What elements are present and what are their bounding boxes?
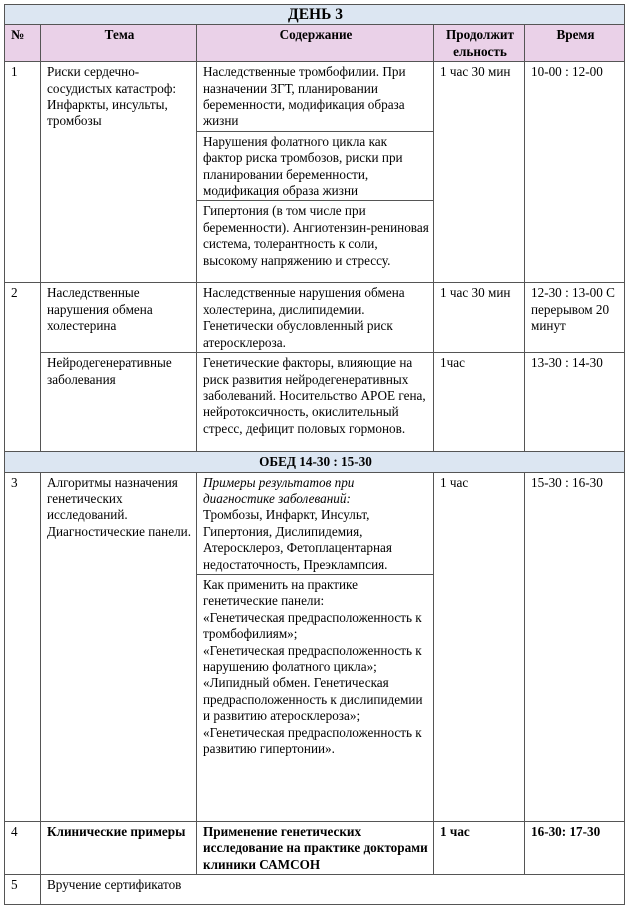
day-title-row	[5, 5, 625, 25]
day-title: ДЕНЬ 3	[5, 5, 625, 25]
row-num: 1	[5, 62, 41, 283]
row-content: Нарушения фолатного цикла как фактор риска тромбозов, риски при планировании беременности, модификация образа жизни	[197, 131, 434, 201]
row-topic: Алгоритмы назначения генетических исследований. Диагностические панели.	[41, 472, 197, 821]
row-num: 3	[5, 472, 41, 821]
table-row	[5, 875, 625, 905]
row-time: 10-00 : 12-00	[525, 62, 625, 283]
table-row	[5, 283, 625, 353]
lunch-label: ОБЕД 14-30 : 15-30	[5, 452, 625, 472]
header-duration: Продолжит ельность	[434, 25, 525, 62]
examples-heading: Примеры результатов при диагностике заболеваний:	[203, 474, 355, 506]
panel-item: «Генетическая предрасположенность к нарушению фолатного цикла»;	[203, 642, 422, 674]
row-topic: Наследственные нарушения обмена холестерина	[41, 283, 197, 353]
header-content: Содержание	[197, 25, 434, 62]
row-duration: 1 час 30 мин	[434, 283, 525, 353]
row-num: 5	[5, 875, 41, 905]
lunch-row	[5, 452, 625, 472]
table-row	[5, 472, 625, 574]
header-row	[5, 25, 625, 62]
panel-item: «Генетическая предрасположенность к развитию гипертонии».	[203, 724, 422, 756]
row-content	[197, 574, 434, 821]
row-content: Гипертония (в том числе при беременности). Ангиотензин-рениновая система, толерантность к соли, высокому напряжению и стрессу.	[197, 201, 434, 283]
header-num: №	[5, 25, 41, 62]
panels-intro: Как применить на практике генетические панели:	[203, 576, 358, 609]
row-duration: 1 час 30 мин	[434, 62, 525, 283]
row-time: 16-30: 17-30	[525, 821, 625, 874]
row-topic: Риски сердечно-сосудистых катастроф: Инфаркты, инсульты, тромбозы	[41, 62, 197, 283]
row-content	[197, 472, 434, 574]
row-content: Генетические факторы, влияющие на риск развития нейродегенеративных заболеваний. Носительство АРОЕ гена, нейротоксичность, окислительный стресс, дефицит половых гормонов.	[197, 353, 434, 452]
row-content: Наследственные тромбофилии. При назначении ЗГТ, планировании беременности, модификация образа жизни	[197, 62, 434, 132]
header-time: Время	[525, 25, 625, 62]
row-duration: 1 час	[434, 821, 525, 874]
table-row	[5, 821, 625, 874]
table-subrow	[5, 353, 625, 452]
row-topic: Вручение сертификатов	[41, 875, 625, 905]
row-topic: Клинические примеры	[41, 821, 197, 874]
header-topic: Тема	[41, 25, 197, 62]
row-duration: 1час	[434, 353, 525, 452]
table-row	[5, 62, 625, 132]
panel-item: «Генетическая предрасположенность к тромбофилиям»;	[203, 609, 422, 642]
panel-item: «Липидный обмен. Генетическая предрасположенность к дислипидемии и развитию атеросклероза»;	[203, 675, 423, 724]
row-time: 12-30 : 13-00 С перерывом 20 минут	[525, 283, 625, 353]
row-duration: 1 час	[434, 472, 525, 821]
row-num: 2	[5, 283, 41, 452]
examples-list: Тромбозы, Инфаркт, Инсульт, Гипертония, Дислипидемия, Атеросклероз, Фетоплацентарная недостаточность, Преэклампсия.	[203, 507, 392, 572]
row-time: 15-30 : 16-30	[525, 472, 625, 821]
row-content: Наследственные нарушения обмена холестерина, дислипидемии. Генетически обусловленный риск атеросклероза.	[197, 283, 434, 353]
row-time: 13-30 : 14-30	[525, 353, 625, 452]
row-num: 4	[5, 821, 41, 874]
row-content: Применение генетических исследование на практике докторами клиники САМСОН	[197, 821, 434, 874]
schedule-table	[4, 4, 625, 905]
row-topic: Нейродегенеративные заболевания	[41, 353, 197, 452]
